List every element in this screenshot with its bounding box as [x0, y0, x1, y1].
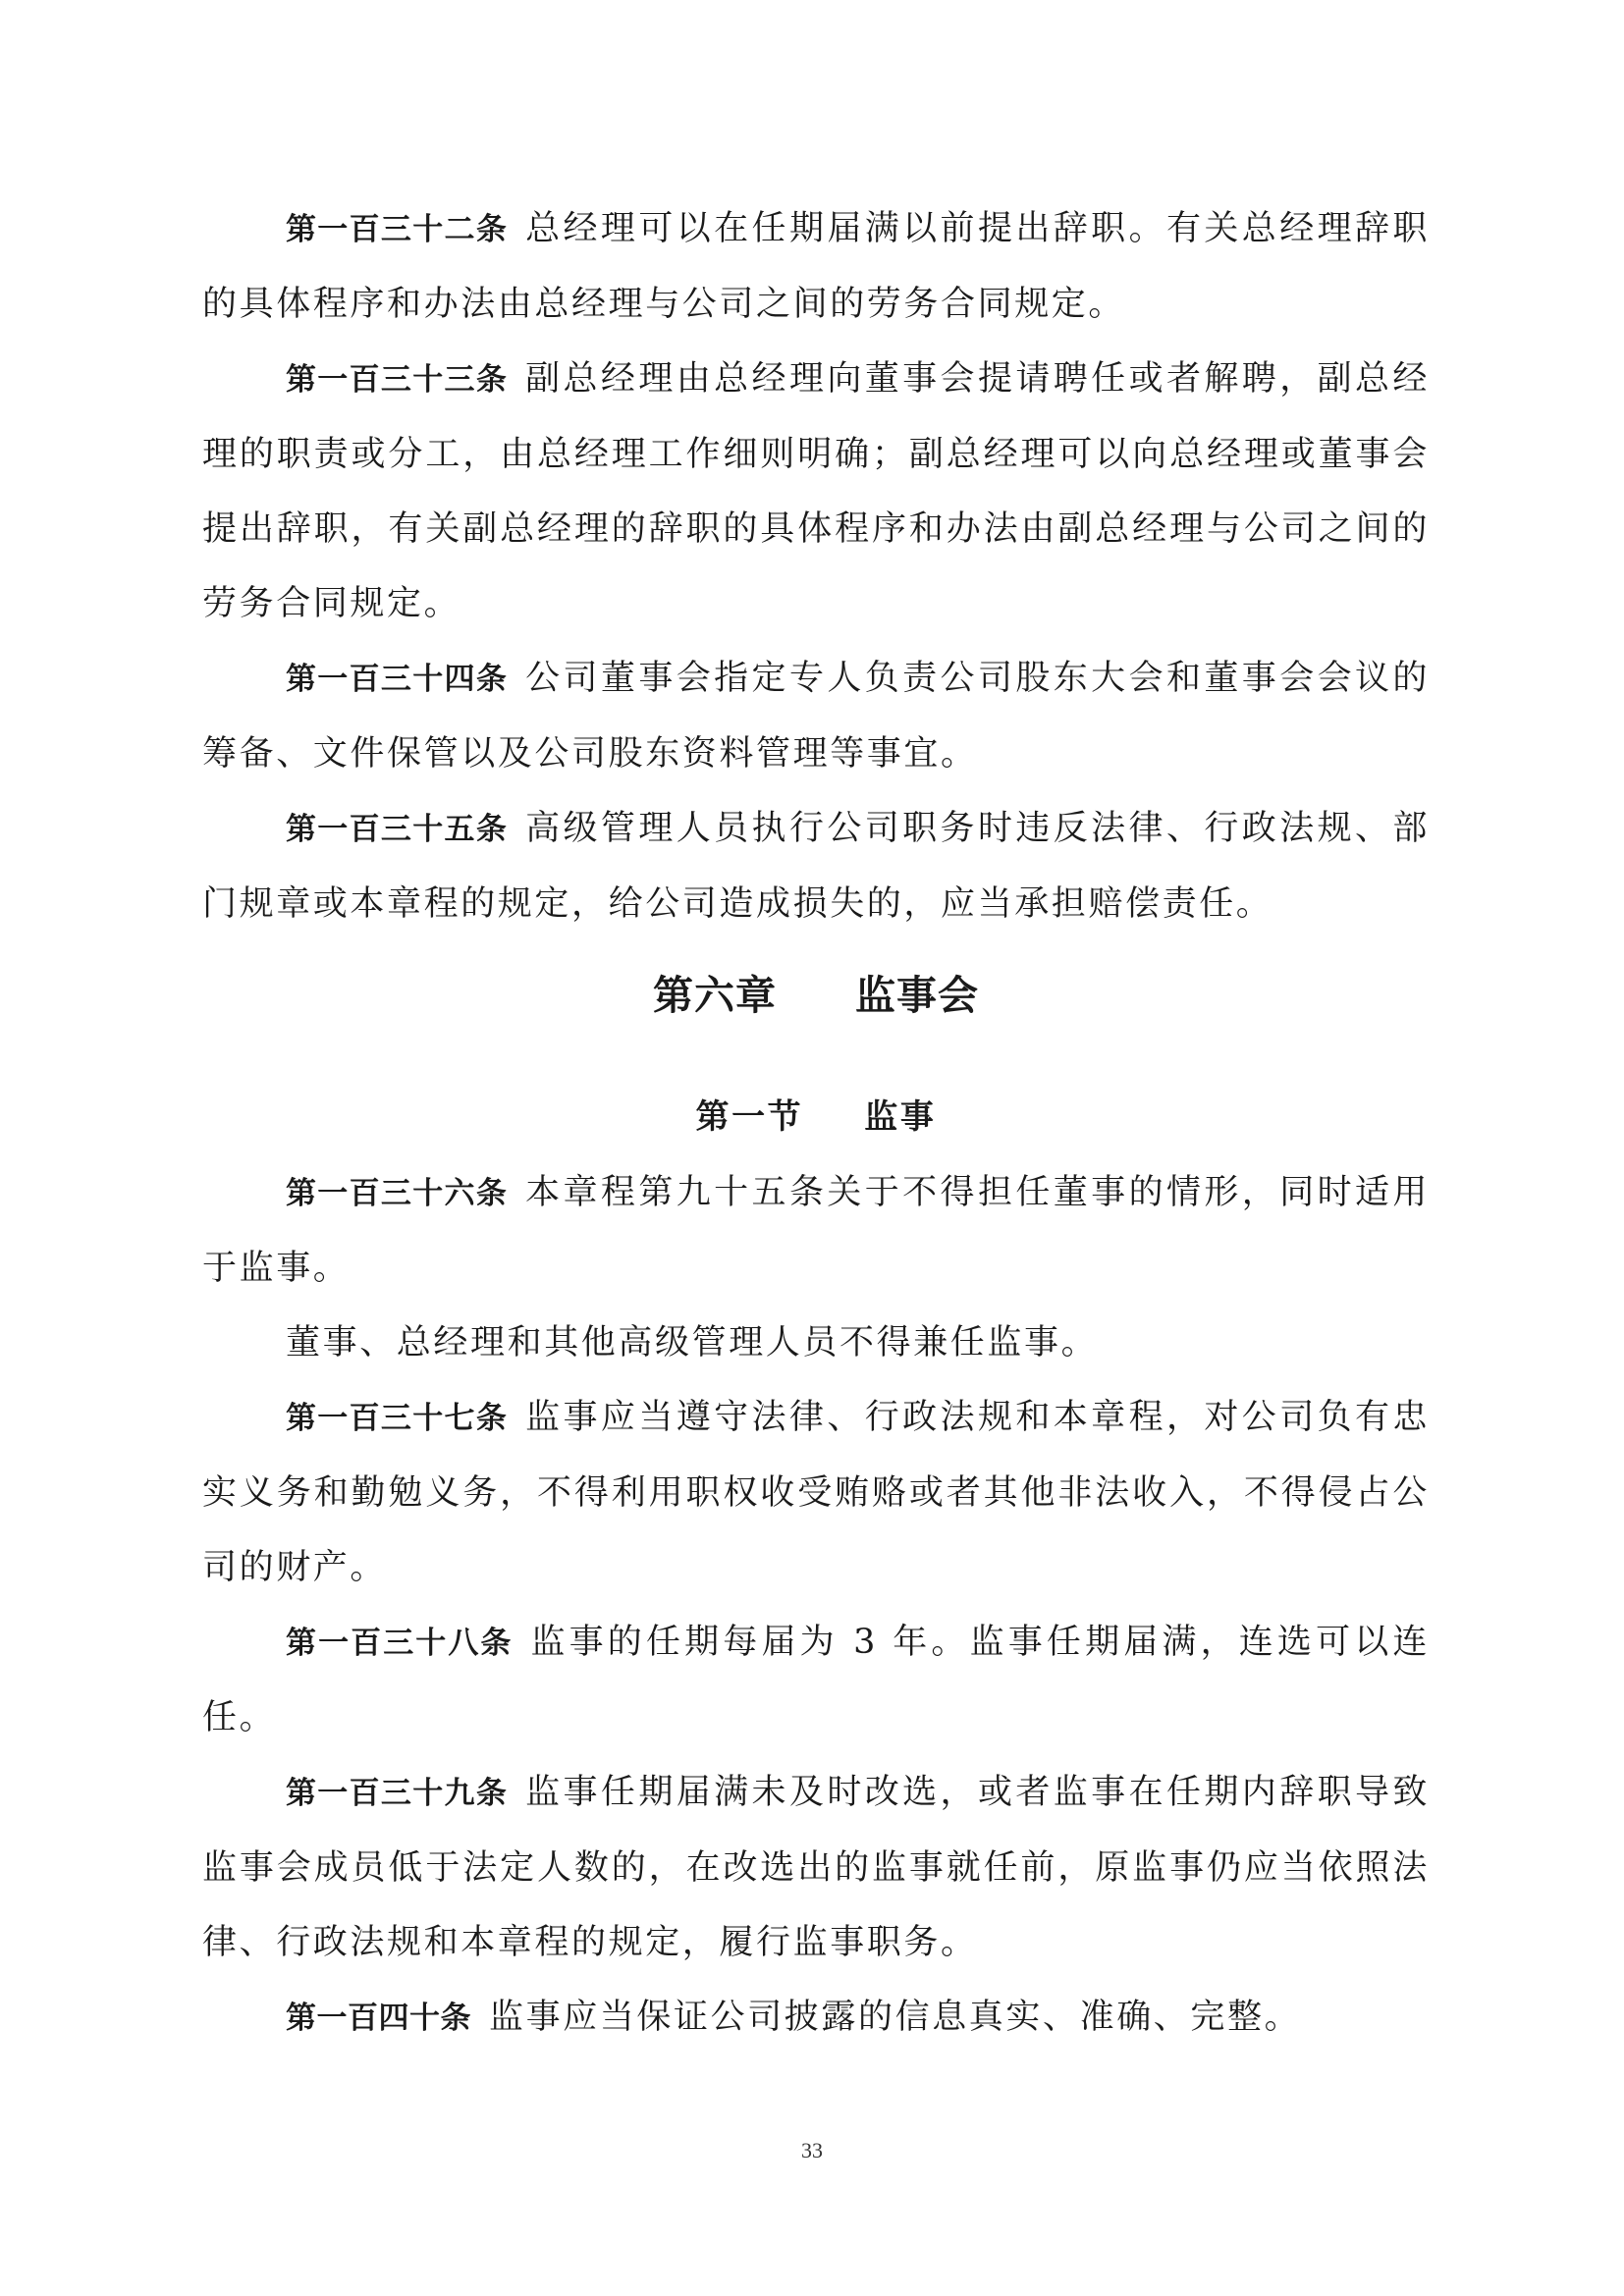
article-133: [202, 342, 1430, 641]
article-text: 总经理可以在任期届满以前提出辞职。有关总经理辞职的具体程序和办法由总经理与公司之间的劳务合同规定。: [202, 209, 1430, 324]
article-text: 本章程第九十五条关于不得担任董事的情形，同时适用于监事。: [202, 1173, 1430, 1288]
article-label: 第一百三十六条: [286, 1176, 509, 1211]
article-132: [202, 191, 1430, 342]
section-number: 第一节: [695, 1097, 804, 1137]
section-title: 监事: [864, 1097, 937, 1137]
article-label: 第一百三十二条: [286, 212, 509, 247]
chapter-heading: [202, 947, 1430, 1043]
chapter-title: 监事会: [855, 972, 979, 1019]
article-138: [202, 1605, 1430, 1755]
article-label: 第一百四十条: [286, 2001, 471, 2036]
article-text: 监事任期届满未及时改选，或者监事在任期内辞职导致监事会成员低于法定人数的，在改选出的监事就任前，原监事仍应当依照法律、行政法规和本章程的规定，履行监事职务。: [202, 1773, 1430, 1962]
page-body: [202, 191, 1430, 2056]
article-label: 第一百三十三条: [286, 362, 509, 398]
article-139: [202, 1755, 1430, 1980]
article-text: 监事的任期每届为 3 年。监事任期届满，连选可以连任。: [202, 1623, 1430, 1737]
article-label: 第一百三十四条: [286, 662, 509, 697]
article-140: [202, 1980, 1430, 2056]
article-text: 监事应当保证公司披露的信息真实、准确、完整。: [489, 1998, 1302, 2037]
article-label: 第一百三十七条: [286, 1401, 509, 1436]
section-heading: [202, 1079, 1430, 1155]
article-text: 公司董事会指定专人负责公司股东大会和董事会会议的筹备、文件保管以及公司股东资料管理等事宜。: [202, 659, 1430, 774]
article-label: 第一百三十五条: [286, 812, 509, 847]
article-text: 董事、总经理和其他高级管理人员不得兼任监事。: [286, 1323, 1099, 1362]
article-134: [202, 641, 1430, 791]
article-137: [202, 1380, 1430, 1605]
article-136-paragraph-2: [202, 1306, 1430, 1380]
article-label: 第一百三十九条: [286, 1776, 509, 1811]
page-number: 33: [801, 2138, 823, 2163]
article-label: 第一百三十八条: [286, 1626, 514, 1661]
article-136: [202, 1155, 1430, 1306]
article-135: [202, 791, 1430, 941]
chapter-number: 第六章: [653, 972, 777, 1019]
article-text: 高级管理人员执行公司职务时违反法律、行政法规、部门规章或本章程的规定，给公司造成损失的，应当承担赔偿责任。: [202, 809, 1430, 924]
article-text: 副总经理由总经理向董事会提请聘任或者解聘，副总经理的职责或分工，由总经理工作细则明确；副总经理可以向总经理或董事会提出辞职，有关副总经理的辞职的具体程序和办法由副总经理与公司之间的劳务合同规定。: [202, 359, 1430, 623]
article-text: 监事应当遵守法律、行政法规和本章程，对公司负有忠实义务和勤勉义务，不得利用职权收受贿赂或者其他非法收入，不得侵占公司的财产。: [202, 1398, 1430, 1587]
